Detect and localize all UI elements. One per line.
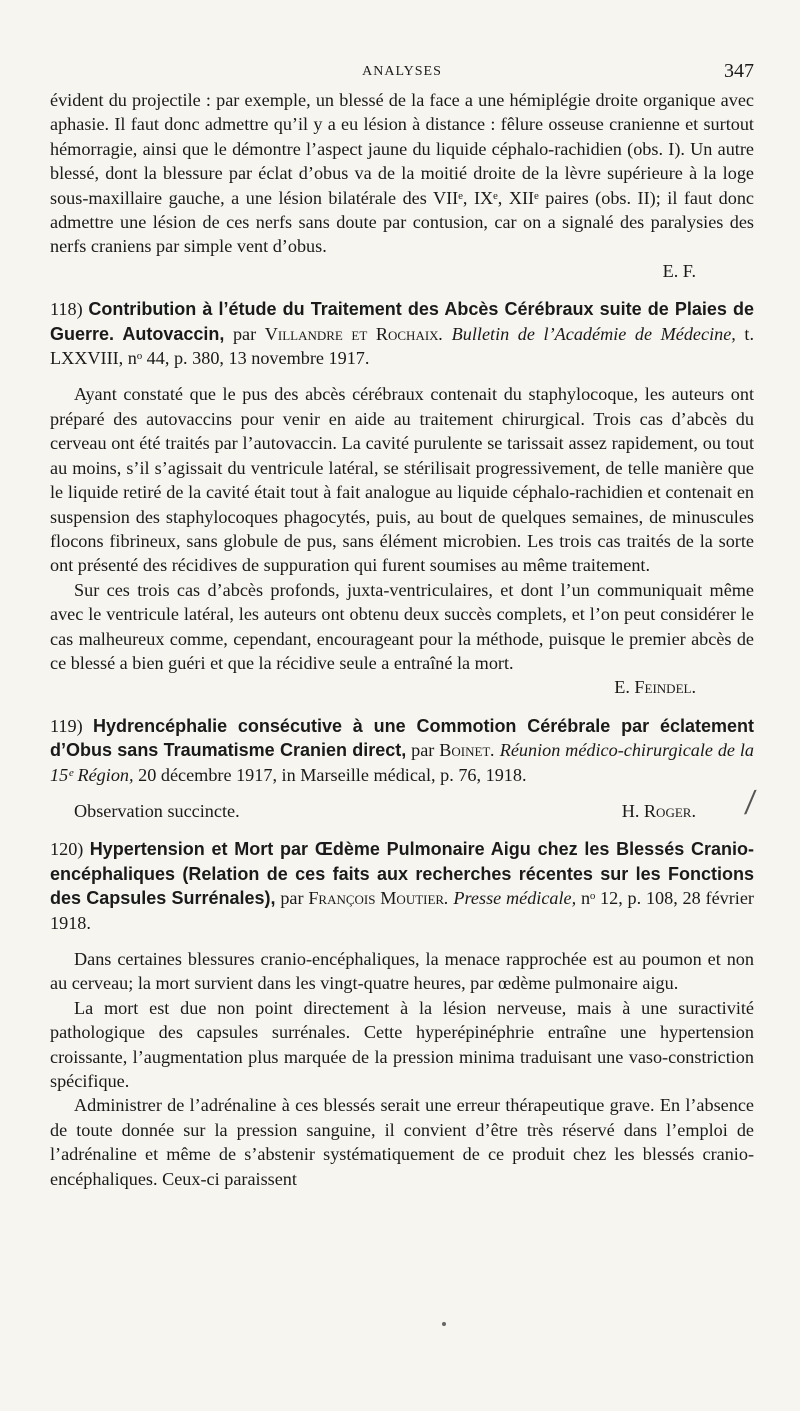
entry-paragraph: La mort est due non point directement à la lésion nerveuse, mais à une suractivité pathologique des capsules surrénales. Cette hyperépinéphrie entraîne une hypertension croissante, l’augmentation plus marquée de la pression minima traduisant une vaso-constriction spécifique. xyxy=(50,997,754,1092)
entry-by: par xyxy=(406,740,440,761)
entry-paragraph: Administrer de l’adrénaline à ces blessés serait une erreur thérapeutique grave. En l’absence de toute donnée sur la pression sanguine, il convient d’être très réservé dans l’emploi de l’adrénaline et même de s’abstenir systématiquement de ce produit chez les blessés cranio-encéphaliques. Ceux-ci paraissent xyxy=(50,1095,754,1189)
entry-heading xyxy=(50,837,754,935)
running-head xyxy=(50,58,754,88)
entry-source: . Réunion médico-chirurgicale de la 15ᵉ Région, xyxy=(50,740,754,785)
entry-title: Hydrencéphalie consécutive à une Commotion Cérébrale par éclatement d’Obus sans Traumatisme Cranien direct, xyxy=(50,715,755,761)
entry-ref: 20 décembre 1917, in Marseille médical, p. 76, 1918. xyxy=(138,764,527,785)
entry-by: par xyxy=(224,323,265,344)
entry-paragraph: Ayant constaté que le pus des abcès cérébraux contenait du staphylocoque, les auteurs ont préparé des autovaccins pour venir en aide au traitement chirurgical. Trois cas d’abcès du cerveau ont été traités par l’autovaccin. La cavité purulente se tarissait assez rapidement, ou tout au moins, s’il s’agissait du ventricule latéral, se stérilisait progressivement, de telle manière que le liquide retiré de la cavité était tout à fait analogue au liquide céphalo-rachidien et contenait en suspension des staphylocoques phagocytés, puis, au bout de quelques semaines, de minuscules flocons fibrineux, sans globule de pus, sans élément microbien. Les trois cas traités de la sorte ont présenté des récidives de suppuration qui furent soumises au même traitement. xyxy=(50,384,754,576)
entry-118 xyxy=(50,297,754,700)
entry-source: . Bulletin de l’Académie de Médecine, xyxy=(438,323,745,344)
page-number: 347 xyxy=(724,60,754,82)
entry-120 xyxy=(50,837,754,1191)
entry-heading xyxy=(50,714,754,787)
entry-signature: H. Roger. xyxy=(621,800,696,821)
entry-ref: t. LXXVIII, nᵒ 44, p. 380, 13 novembre 1917. xyxy=(50,323,755,369)
entry-number: 120) xyxy=(50,839,84,860)
entry-authors: Boinet xyxy=(439,740,491,761)
entry-source: . Presse médicale, xyxy=(444,888,581,909)
entry-heading xyxy=(50,297,754,370)
document-page xyxy=(50,58,754,1191)
entry-authors: Villandre et Rochaix xyxy=(264,323,439,344)
entry-signature: E. Feindel. xyxy=(614,677,696,698)
entry-number: 119) xyxy=(50,715,83,736)
observation-text: Observation succincte. xyxy=(74,800,240,821)
intro-signature: E. F. xyxy=(662,260,696,281)
entry-ref: nᵒ 12, p. 108, 28 février 1918. xyxy=(50,888,754,933)
running-title: ANALYSES xyxy=(362,64,442,79)
print-speck xyxy=(442,1322,446,1326)
margin-pencil-mark: ⁄ xyxy=(745,785,756,822)
entry-authors: François Moutier xyxy=(308,888,445,909)
observation-line xyxy=(50,799,754,823)
entry-paragraph: Dans certaines blessures cranio-encéphaliques, la menace rapprochée est au poumon et non au cerveau; la mort survient dans les vingt-quatre heures, par œdème pulmonaire aigu. xyxy=(50,949,754,994)
entry-title: Contribution à l’étude du Traitement des Abcès Cérébraux suite de Plaies de Guerre. Autovaccin, xyxy=(50,299,754,344)
entry-paragraph: Sur ces trois cas d’abcès profonds, juxta-ventriculaires, et dont l’un communiquait même avec le ventricule latéral, les auteurs ont obtenu deux succès complets, et l’on peut considérer le cas malheureux comme, cependant, encourageant pour la méthode, puisque le premier abcès de ce blessé a bien guéri et que la récidive seule a entraîné la mort. xyxy=(50,579,754,673)
entry-title: Hypertension et Mort par Œdème Pulmonaire Aigu chez les Blessés Cranio-encéphaliques (Relation de ces faits aux recherches récentes sur les Fonctions des Capsules Surrénales), xyxy=(50,839,755,909)
entry-by: par xyxy=(275,888,309,909)
entry-119 xyxy=(50,714,754,824)
entry-number: 118) xyxy=(50,299,83,320)
intro-paragraph: évident du projectile : par exemple, un blessé de la face a une hémiplégie droite organique avec aphasie. Il faut donc admettre qu’il y a eu lésion à distance : fêlure osseuse cranienne et surtout hémorragie, ainsi que le démontre l’aspect jaune du liquide céphalo-rachidien (obs. I). Un autre blessé, dont la blessure par éclat d’obus va de la moitié droite de la lèvre supérieure à la loge sous-maxillaire gauche, a une lésion bilatérale des VIIᵉ, IXᵉ, XIIᵉ paires (obs. II); il faut donc admettre une lésion de ces nerfs sans doute par contusion, car on a signalé des paralysies des nerfs craniens par simple vent d’obus. xyxy=(50,90,754,257)
